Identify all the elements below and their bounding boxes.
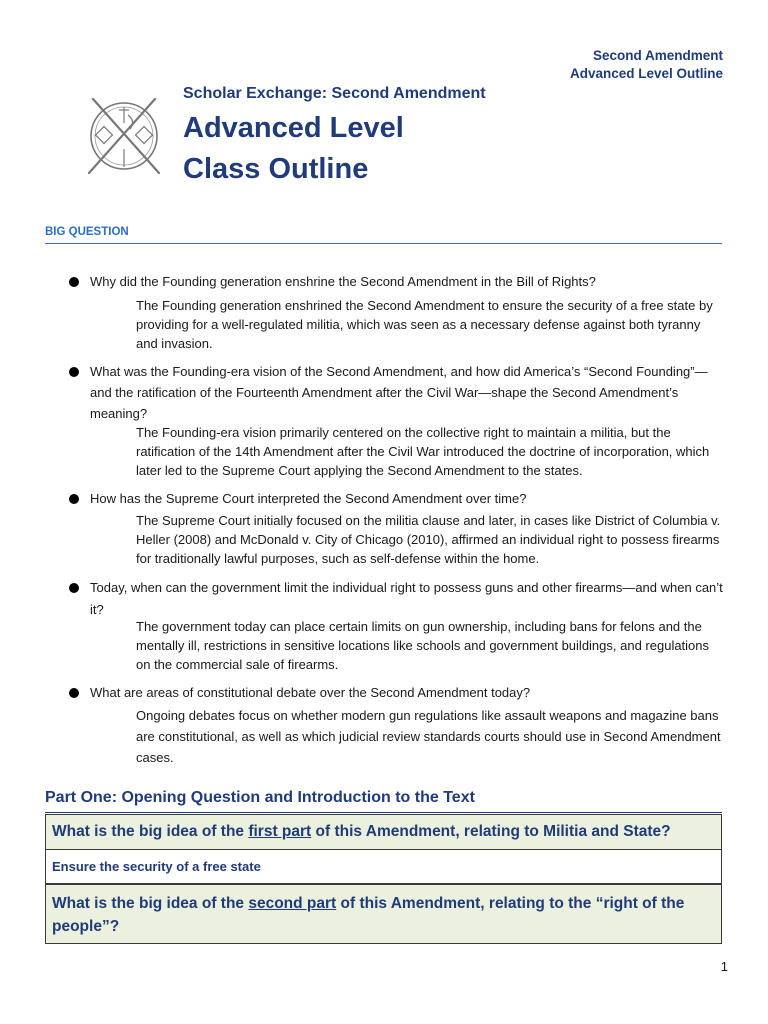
answer-text: The Supreme Court initially focused on the militia clause and later, in cases like District of Columbia v. Heller (2008) and McDonald v. City of Chicago (2010), affirmed an individual right to possess firearms for traditionally lawful purposes, such as self-defense within the home. <box>136 513 721 566</box>
running-header <box>570 47 723 83</box>
question-item <box>45 360 725 424</box>
bullet-icon <box>69 494 79 504</box>
big-question-label: BIG QUESTION <box>45 226 129 238</box>
second-part-question-pre: What is the big idea of the <box>52 895 249 912</box>
running-header-line1: Second Amendment <box>592 48 723 63</box>
question-item <box>45 270 725 294</box>
question-text: Today, when can the government limit the individual right to possess guns and other firearms—and when can’t it? <box>90 580 723 617</box>
part-one-heading: Part One: Opening Question and Introduction to the Text <box>45 789 475 806</box>
first-part-question-post: of this Amendment, relating to Militia and State? <box>311 823 671 840</box>
question-text: Why did the Founding generation enshrine the Second Amendment in the Bill of Rights? <box>90 274 596 289</box>
bullet-icon <box>69 367 79 377</box>
document-title-line2: Class Outline <box>183 153 369 185</box>
question-item <box>45 681 725 705</box>
bullet-icon <box>69 688 79 698</box>
first-part-answer: Ensure the security of a free state <box>52 859 261 874</box>
page-number: 1 <box>720 959 728 974</box>
answer-text: The Founding-era vision primarily centered on the collective right to maintain a militia, but the ratification of the 14th Amendment after the Civil War introduced the doctrine of incorporation, which later led to the Supreme Court applying the Second Amendment to the states. <box>136 425 710 478</box>
second-part-question-emphasis: second part <box>248 895 337 912</box>
first-part-question-box <box>45 814 722 850</box>
crossed-muskets-seal-icon <box>83 93 165 179</box>
running-header-line2: Advanced Level Outline <box>569 66 723 81</box>
question-text: How has the Supreme Court interpreted the Second Amendment over time? <box>90 491 527 506</box>
question-item <box>45 487 725 511</box>
second-part-question-post: of this Amendment, relating to the “right of the people”? <box>52 895 685 935</box>
document-title-line1: Advanced Level <box>183 112 404 144</box>
big-question-divider <box>45 243 722 244</box>
answer-text: The Founding generation enshrined the Second Amendment to ensure the security of a free state by providing for a well-regulated militia, which was seen as a necessary defense against both tyranny and invasion. <box>136 298 713 351</box>
question-text: What was the Founding-era vision of the Second Amendment, and how did America’s “Second Founding”—and the ratification of the Fourteenth Amendment after the Civil War—shape the Second Amendment’s meaning? <box>90 364 708 421</box>
second-part-question <box>46 885 721 945</box>
document-title <box>183 108 404 190</box>
part-one-divider <box>45 812 722 813</box>
second-part-question-box <box>45 884 722 944</box>
question-item <box>45 576 725 621</box>
answer-text: Ongoing debates focus on whether modern gun regulations like assault weapons and magazine bans are constitutional, as well as which judicial review standards courts should use in Second Amendment cases. <box>136 708 721 765</box>
document-subtitle: Scholar Exchange: Second Amendment <box>183 85 486 102</box>
question-text: What are areas of constitutional debate over the Second Amendment today? <box>90 685 531 700</box>
first-part-answer-box <box>45 849 722 884</box>
answer-text: The government today can place certain limits on gun ownership, including bans for felons and the mentally ill, restrictions in sensitive locations like schools and government buildings, and regulations on the commercial sale of firearms. <box>136 619 710 672</box>
bullet-icon <box>69 583 79 593</box>
first-part-question <box>46 815 721 849</box>
first-part-question-emphasis: first part <box>248 823 312 840</box>
big-question-list <box>45 270 725 772</box>
bullet-icon <box>69 277 79 287</box>
first-part-question-pre: What is the big idea of the <box>52 823 249 840</box>
